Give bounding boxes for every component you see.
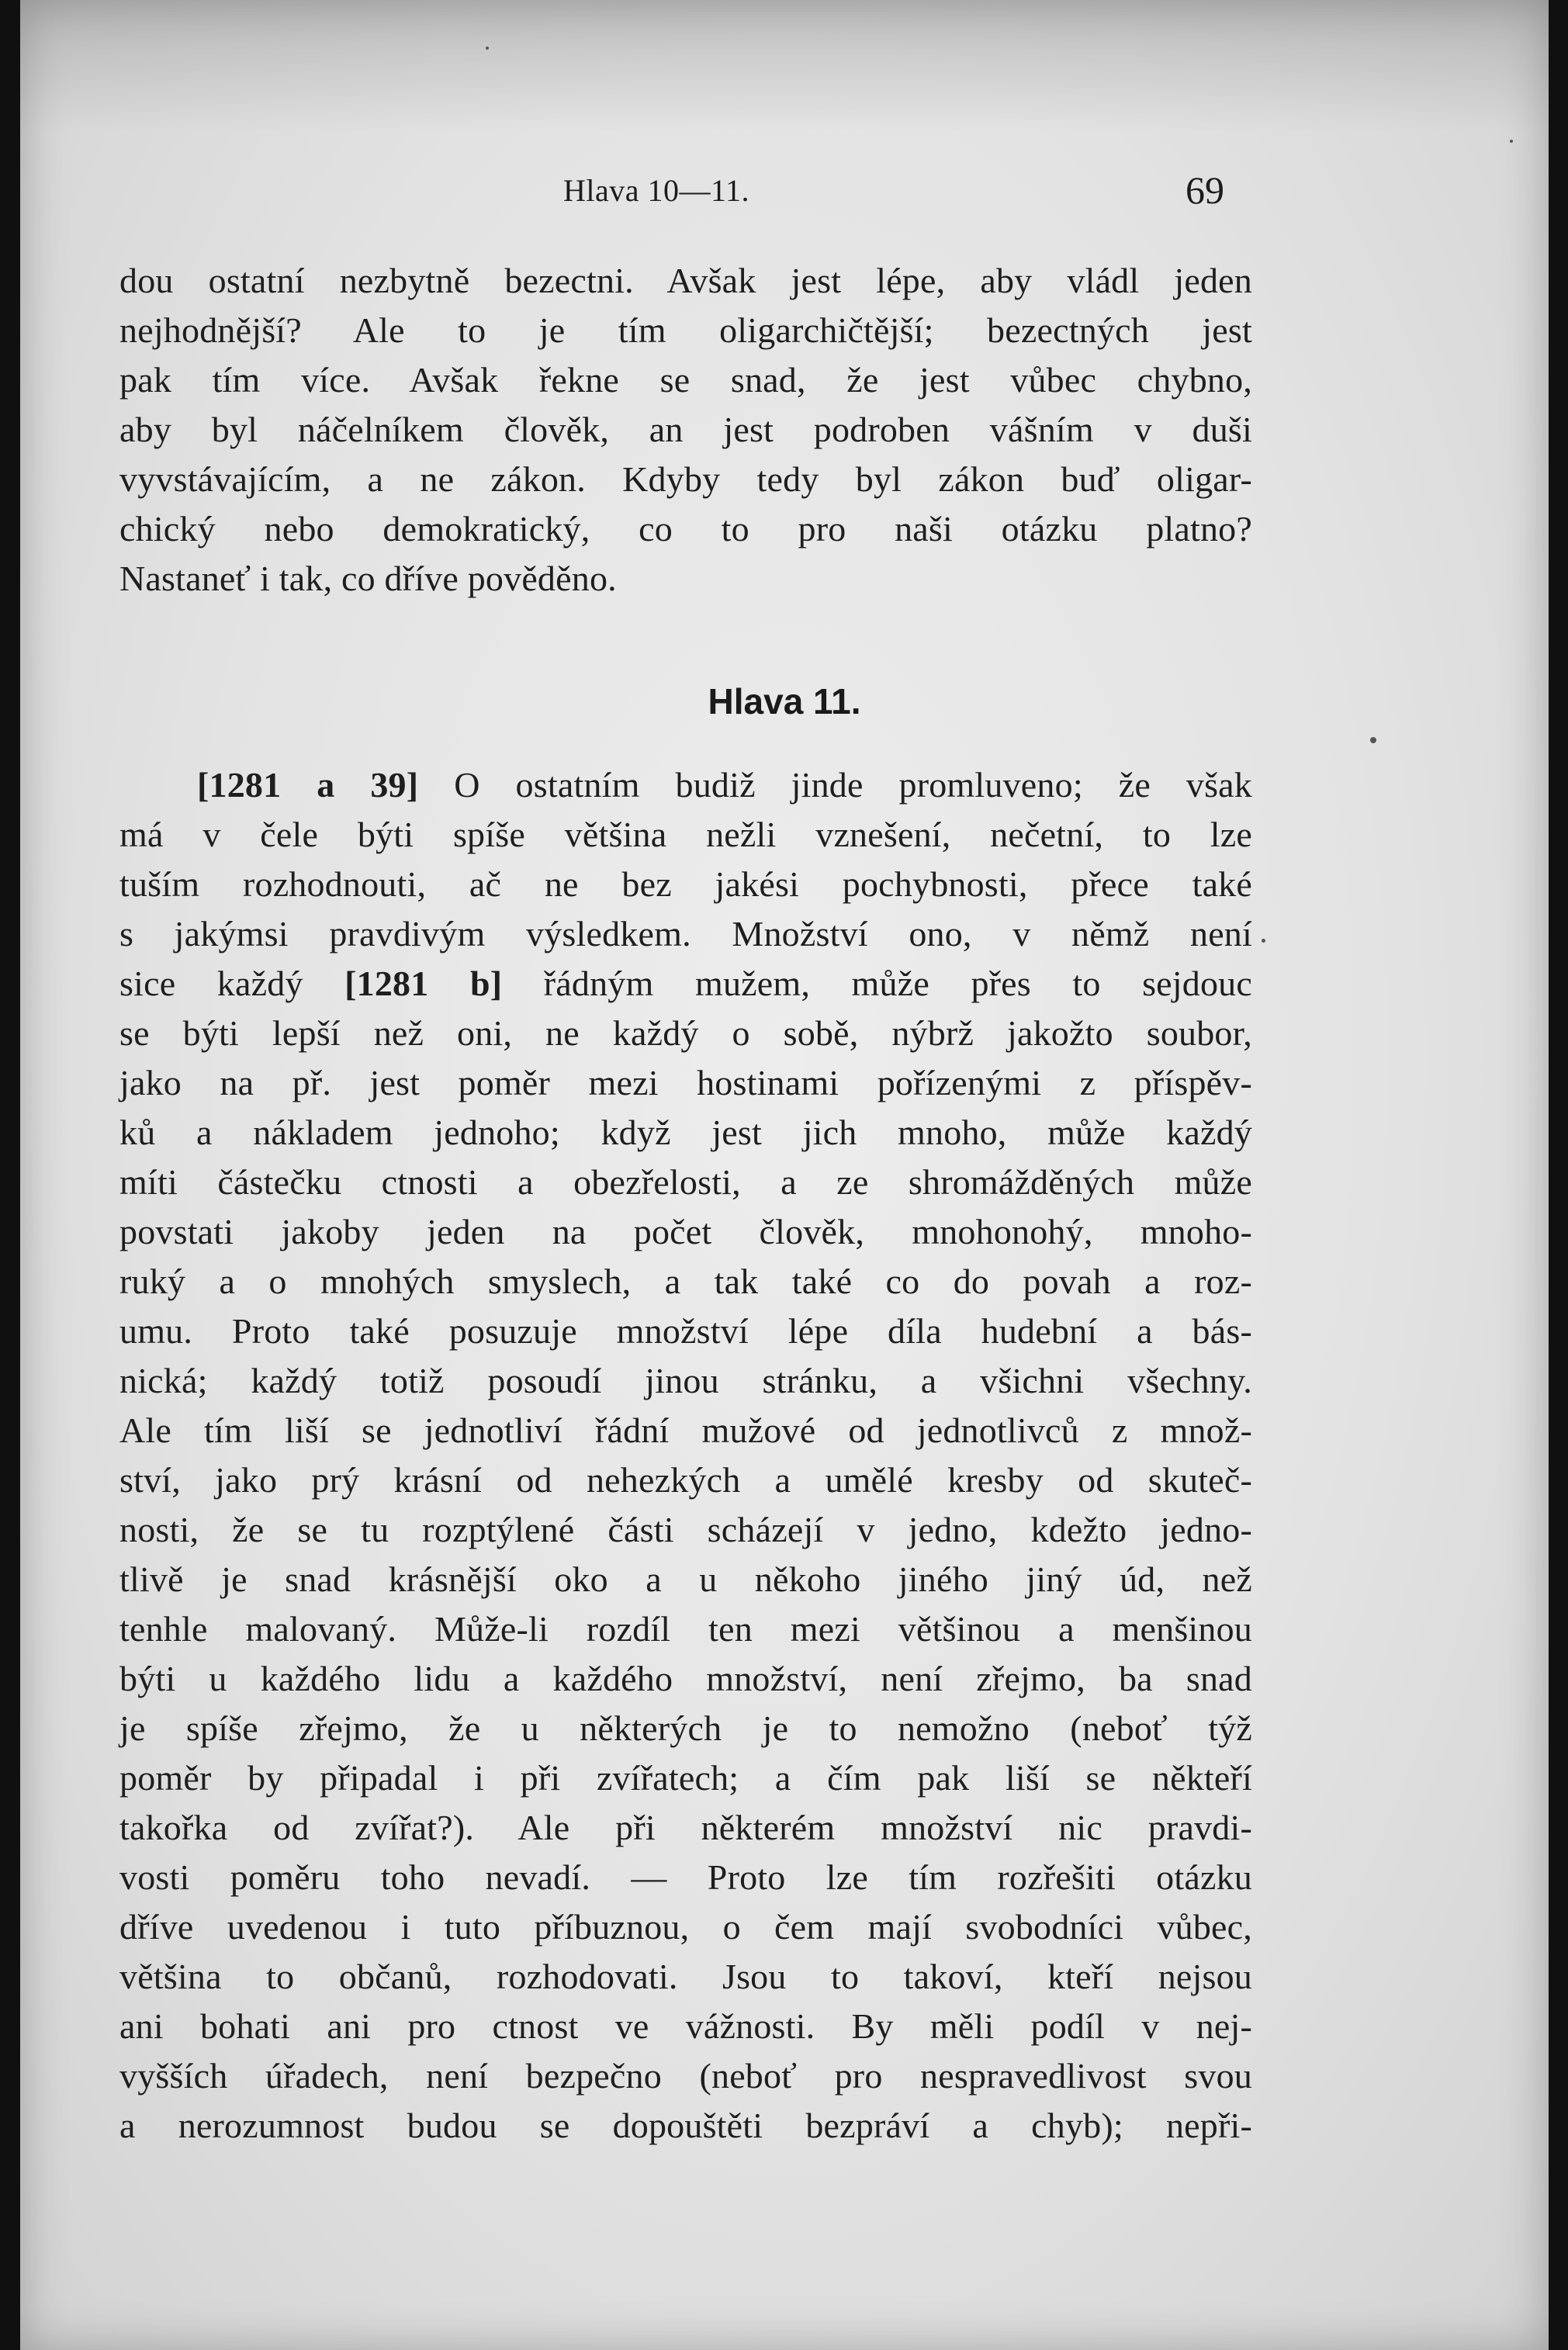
text-line-with-reference xyxy=(119,959,1252,1009)
text-line: jako na př. jest poměr mezi hostinami pořízenými z příspěv- xyxy=(119,1063,1252,1102)
text-line: s jakýmsi pravdivým výsledkem. Množství ono, v němž není xyxy=(119,914,1252,953)
text-line: ruký a o mnohých smyslech, a tak také co do povah a roz- xyxy=(119,1262,1252,1301)
text-line: nejhodnější? Ale to je tím oligarchičtější; bezectných jest xyxy=(119,310,1252,350)
text-line: Ale tím liší se jednotliví řádní mužové od jednotlivců z množ- xyxy=(119,1410,1252,1450)
text-line: vyvstávajícím, a ne zákon. Kdyby tedy byl zákon buď oligar- xyxy=(119,459,1252,499)
text-line: aby byl náčelníkem člověk, an jest podroben vášním v duši xyxy=(119,410,1252,449)
paragraph-first-line xyxy=(197,760,1252,810)
text-line: vosti poměru toho nevadí. — Proto lze tím rozřešiti otázku xyxy=(119,1857,1252,1897)
paper-speck xyxy=(1510,140,1513,143)
chapter-heading: Hlava 11. xyxy=(708,681,861,722)
text-span: O ostatním budiž jinde promluveno; že však xyxy=(418,765,1252,805)
text-line: vyšších úřadech, není bezpečno (neboť pro nespravedlivost svou xyxy=(119,2056,1252,2096)
text-span: řádným mužem, může přes to sejdouc xyxy=(502,964,1252,1003)
bekker-reference: [1281 b] xyxy=(344,964,503,1003)
text-line: poměr by připadal i při zvířatech; a čím pak liší se někteří xyxy=(119,1758,1252,1798)
text-line: je spíše zřejmo, že u některých je to nemožno (neboť týž xyxy=(119,1708,1252,1748)
running-header xyxy=(20,168,1549,219)
text-line: ství, jako prý krásní od nehezkých a umělé kresby od skuteč- xyxy=(119,1460,1252,1500)
paper-speck xyxy=(1370,737,1376,743)
paper-speck xyxy=(1262,939,1265,943)
text-line: Nastaneť i tak, co dříve pověděno. xyxy=(119,559,617,598)
book-page xyxy=(20,0,1549,2350)
text-line: takořka od zvířat?). Ale při některém množství nic pravdi- xyxy=(119,1808,1252,1847)
text-line: ani bohati ani pro ctnost ve vážnosti. By měli podíl v nej- xyxy=(119,2006,1252,2046)
text-line: pak tím více. Avšak řekne se snad, že jest vůbec chybno, xyxy=(119,360,1252,400)
text-line: tuším rozhodnouti, ač ne bez jakési pochybnosti, přece také xyxy=(119,864,1252,904)
paper-speck xyxy=(486,47,489,50)
text-line: dříve uvedenou i tuto příbuznou, o čem mají svobodníci vůbec, xyxy=(119,1907,1252,1947)
text-line: nosti, že se tu rozptýlené části scházejí v jedno, kdežto jedno- xyxy=(119,1510,1252,1549)
text-line: umu. Proto také posuzuje množství lépe díla hudební a bás- xyxy=(119,1311,1252,1351)
text-line: a nerozumnost budou se dopouštěti bezpráví a chyb); nepři- xyxy=(119,2106,1252,2145)
text-line: má v čele býti spíše většina nežli vznešení, nečetní, to lze xyxy=(119,815,1252,854)
text-line: dou ostatní nezbytně bezectni. Avšak jest lépe, aby vládl jeden xyxy=(119,261,1252,300)
bekker-reference: [1281 a 39] xyxy=(197,765,419,805)
text-line: chický nebo demokratický, co to pro naši otázku platno? xyxy=(119,509,1252,549)
text-line: tenhle malovaný. Může-li rozdíl ten mezi většinou a menšinou xyxy=(119,1609,1252,1649)
running-title: Hlava 10—11. xyxy=(563,173,750,208)
text-line: býti u každého lidu a každého množství, není zřejmo, ba snad xyxy=(119,1659,1252,1698)
page-number: 69 xyxy=(1186,168,1224,212)
text-line: se býti lepší než oni, ne každý o sobě, nýbrž jakožto soubor, xyxy=(119,1013,1252,1053)
text-line: tlivě je snad krásnější oko a u někoho jiného jiný úd, než xyxy=(119,1559,1252,1599)
text-span: sice každý xyxy=(119,964,345,1003)
text-line: povstati jakoby jeden na počet člověk, mnohonohý, mnoho- xyxy=(119,1212,1252,1251)
text-line: míti částečku ctnosti a obezřelosti, a ze shromážděných může xyxy=(119,1162,1252,1202)
text-line: většina to občanů, rozhodovati. Jsou to takoví, kteří nejsou xyxy=(119,1957,1252,1996)
text-line: ků a nákladem jednoho; když jest jich mnoho, může každý xyxy=(119,1113,1252,1152)
text-line: nická; každý totiž posoudí jinou stránku, a všichni všechny. xyxy=(119,1361,1252,1400)
